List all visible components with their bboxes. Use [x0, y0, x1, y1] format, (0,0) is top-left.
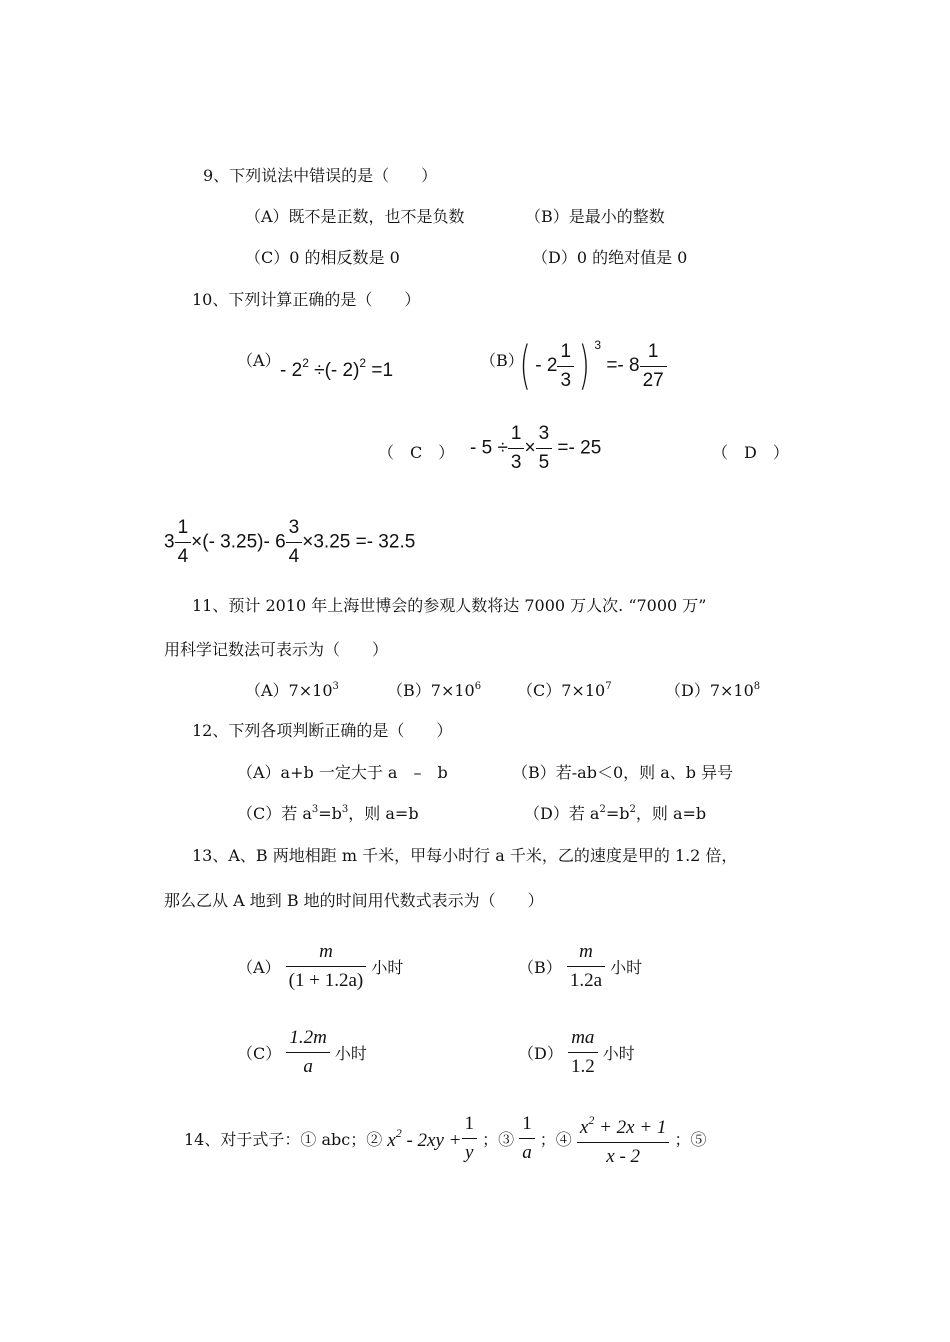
q13-d-fraction: $\frac{ma}{1.2}$: [568, 1024, 598, 1081]
q13-stem-2: 那么乙从 A 地到 B 地的时间用代数式表示为（ ）: [164, 891, 544, 910]
q13-option-c: （C） $\frac{1.2m}{a}$ 小时: [237, 1024, 367, 1081]
q11-stem: 11、预计 2010 年上海世博会的参观人数将达 7000 万人次. “7000 万”: [192, 596, 707, 615]
q9-option-c: （C）0 的相反数是 0: [245, 248, 400, 267]
q13-c-fraction: $\frac{1.2m}{a}$: [286, 1024, 329, 1081]
q9-stem: 9、下列说法中错误的是（ ）: [203, 166, 438, 185]
q14-expr-4-fraction: $\frac{x^2 + 2x + 1}{x - 2}$: [577, 1106, 670, 1171]
q9-option-d: （D）0 的绝对值是 0: [532, 248, 688, 267]
q10-a-expression: - $2^2$ ÷(- 2)$^2$ =1: [280, 356, 394, 381]
q10-b-expression: ( - 2 $\frac{1}{3}$ ) $^3$ =- 8 $\frac{1}{27}$: [515, 336, 667, 396]
q10-c-fraction-1: $\frac{1}{3}$: [508, 420, 525, 477]
q13-b-fraction: $\frac{m}{1.2a}$: [567, 938, 605, 995]
q14-expr-3-fraction: $\frac{1}{a}$: [519, 1110, 535, 1167]
q11-stem-2: 用科学记数法可表示为（ ）: [164, 640, 389, 659]
q10-d-expression: 3 $\frac{1}{4}$ ×(- 3.25)- 6 $\frac{3}{4}$ ×3.25 =- 32.5: [164, 514, 415, 571]
q12-option-c: （C）若 $a^3=b^3$，则 a=b: [237, 804, 419, 823]
q13-option-b: （B） $\frac{m}{1.2a}$ 小时: [518, 938, 642, 995]
q14-line: 14、对于式子：① abc；② $x^2 - 2xy$ + $\frac{1}{y}$ ；③ $\frac{1}{a}$ ；④ $\frac{x^2 + 2x + 1}{x - 2}$ ；⑤: [184, 1106, 707, 1171]
q13-stem: 13、A、B 两地相距 m 千米，甲每小时行 a 千米，乙的速度是甲的 1.2 倍，: [192, 846, 738, 865]
q10-c-label: （ C ）: [378, 443, 455, 462]
q11-option-a: $(A)7\times 10^3$: [245, 681, 339, 700]
q9-option-b: （B）是最小的整数: [525, 207, 665, 226]
q10-c-expression: - 5 ÷ $\frac{1}{3}$ × $\frac{3}{5}$ =- 25: [470, 420, 601, 477]
q14-expr-2: $x^2 - 2xy$ +: [387, 1125, 462, 1151]
q13-option-a: （A） $\frac{m}{(1 + 1.2a)}$ 小时: [237, 938, 403, 995]
q12-option-a: （A）a+b 一定大于 a – b: [237, 763, 448, 782]
q10-b-fraction: $\frac{1}{3}$: [557, 338, 574, 395]
q12-stem: 12、下列各项判断正确的是（ ）: [192, 721, 453, 740]
q10-d-fraction-1: $\frac{1}{4}$: [175, 514, 192, 571]
q10-b-result-fraction: $\frac{1}{27}$: [640, 338, 667, 395]
q13-option-d: （D） $\frac{ma}{1.2}$ 小时: [518, 1024, 635, 1081]
q11-option-d: $(D)7\times 10^8$: [665, 681, 761, 700]
q10-c-fraction-2: $\frac{3}{5}$: [536, 420, 553, 477]
q9-option-a: （A）既不是正数，也不是负数: [245, 207, 465, 226]
q13-a-fraction: $\frac{m}{(1 + 1.2a)}$: [286, 938, 367, 995]
q12-option-b: （B）若-ab＜0，则 a、b 异号: [512, 763, 734, 782]
q10-d-fraction-2: $\frac{3}{4}$: [286, 514, 303, 571]
q10-a-label: （A）: [237, 351, 281, 370]
q10-stem: 10、下列计算正确的是（ ）: [192, 290, 421, 309]
q11-option-b: $(B)7\times 10^6$: [387, 681, 482, 700]
q11-option-c: $(C)7\times 10^7$: [517, 681, 612, 700]
q14-stem: 14、对于式子：① abc；②: [184, 1130, 383, 1149]
q12-option-d: （D）若 $a^2=b^2$，则 a=b: [524, 804, 707, 823]
q10-b-label: （B）: [480, 351, 524, 370]
q10-d-label: （ D ）: [712, 443, 789, 462]
q10-option-a: [237, 348, 281, 371]
q14-expr-2-fraction: $\frac{1}{y}$: [462, 1110, 478, 1167]
